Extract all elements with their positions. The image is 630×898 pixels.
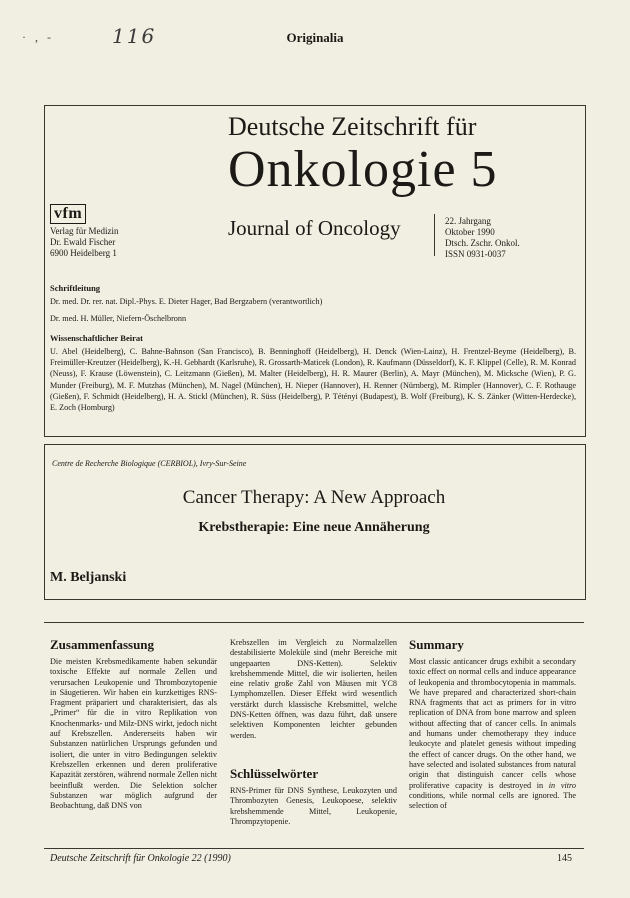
summary-text [409, 657, 576, 811]
handwritten-note: 116 [112, 24, 157, 48]
section-label: Originalia [286, 30, 344, 45]
summary-heading: Summary [409, 637, 464, 652]
article-subtitle: Krebstherapie: Eine neue Annäherung [198, 520, 430, 535]
journal-abbrev: Dtsch. Zschr. Onkol. [445, 238, 520, 248]
journal-title-line1: Deutsche Zeitschrift für [228, 112, 477, 141]
margin-smudge: · , - [22, 30, 54, 44]
journal-date: Oktober 1990 [445, 227, 495, 237]
zusammenfassung-text: Die meisten Krebsmedikamente haben sekundär toxische Effekte auf normale Zellen und verursachen Leukopenie und Thrombozytopenie in Säugetieren. Wir haben ein kurzkettiges RNS-Fragment präpariert und charakterisiert, das als „Primer“ für die in vitro Replikation von Knochenmarks- und Milz-DNS wirkt, jedoch nicht auf Krebszellen. Andererseits haben wir Substanzen natürlichen Ursprungs gefunden und isoliert, die unter in vitro Bedingungen selektiv Krebszellen erkennen und deren proliferative Kapazität zerstören, während normale Zellen nicht beeinflußt werden. Die Selektion solcher Substanzen war möglich aufgrund der Beobachtung, daß DNS von [50, 657, 217, 811]
publisher-logo: vfm [50, 204, 86, 224]
summary-text-part: Most classic anticancer drugs exhibit a secondary toxic effect on normal cells and induce appearance of leukopenia and thrombocytopenia in mammals. We have prepared and characterized short-chain RNA fragments that act as primers for in vitro replication of DNA from bone marrow and spleen without affecting that of cancer cells. In animals and humans under chemotherapy they induce leukocyte and platelet genesis without impeding the effect of cancer drugs. On the other hand, we have selected and isolated substances from natural origin that distinguish cancer cells whose proliferative capacity is destroyed in [409, 657, 576, 790]
editor-line: Dr. med. Dr. rer. nat. Dipl.-Phys. E. Dieter Hager, Bad Bergzabern (verantwortlich) [50, 297, 323, 306]
journal-issn: ISSN 0931-0037 [445, 249, 506, 259]
board-label: Wissenschaftlicher Beirat [50, 333, 143, 343]
journal-info [445, 216, 520, 260]
editors-label: Schriftleitung [50, 283, 101, 293]
footer-rule [44, 848, 584, 849]
section-divider [44, 622, 584, 623]
page-number: 145 [557, 853, 572, 864]
journal-english-title: Journal of Oncology [228, 216, 401, 240]
publisher-line: 6900 Heidelberg 1 [50, 248, 117, 258]
footer-journal: Deutsche Zeitschrift für Onkologie 22 (1990) [50, 853, 231, 864]
summary-text-part: conditions, while normal cells are ignored. The selection of [409, 790, 576, 811]
masthead-divider [434, 214, 435, 256]
zusammenfassung-heading: Zusammenfassung [50, 637, 155, 652]
keywords-text: RNS-Primer für DNS Synthese, Leukozyten und Thrombozyten Genesis, Leukopoese, selektiv krebshemmende Mittel, Leukopenie, Thrompzytopenie. [230, 786, 397, 826]
institution: Centre de Recherche Biologique (CERBIOL), Ivry-Sur-Seine [52, 459, 247, 468]
keywords-heading: Schlüsselwörter [230, 766, 319, 781]
board-members: U. Abel (Heidelberg), C. Bahne-Bahnson (San Francisco), B. Benninghoff (Heidelberg), H. Denck (Wien-Lainz), H. Frentzel-Beyme (Heidelberg), B. Freimüller-Kreutzer (Heidelberg), K.-H. Gebhardt (Karlsruhe), R. Grossarth-Maticek (London), R. Kaufmann (Düsseldorf), K. F. Klippel (Celle), R. M. Konrad (Neuss), F. Krause (Löwenstein), C. Leitzmann (Gießen), M. Malter (Heidelberg), H. R. Maurer (Berlin), A. Mayr (München), M. Micksche (Wien), P. G. Munder (Freiburg), M. F. Mutzhas (München), M. Nagel (München), H. Nieper (Hannover), H. Renner (Nürnberg), M. Rimpler (Hannover), C. F. Rothauge (Gießen), F. Schmidt (Heidelberg), H. A. Stickl (München), R. Süss (Heidelberg), P. Tétényi (Budapest), B. Wolf (Freiburg), K. S. Zänker (Witten-Herdecke), E. Zoch (Homburg) [50, 347, 576, 413]
editor-line: Dr. med. H. Müller, Niefern-Öschelbronn [50, 314, 187, 323]
journal-volume: 22. Jahrgang [445, 216, 491, 226]
zusammenfassung-continued: Krebszellen im Vergleich zu Normalzellen destabilisierte Moleküle sind (mehr Bereiche mit ungepaarten DNS-Ketten). Selektiv krebshemmende Mittel, die wir isolierten, heilen eine relativ große Zahl von Mäusen mit YC8 Lymphomzellen. Dieser Effekt wird wesentlich verstärkt durch klassische Krebsmittel, welche DNS-Ketten öffnen, was dazu führt, daß unsere selektiven Komponenten leichter gebunden werden. [230, 638, 397, 740]
journal-title-line2: Onkologie 5 [228, 141, 498, 198]
summary-italic: in vitro [548, 780, 576, 790]
article-title: Cancer Therapy: A New Approach [182, 487, 446, 508]
publisher-address [50, 226, 118, 259]
publisher-line: Verlag für Medizin [50, 226, 119, 236]
publisher-line: Dr. Ewald Fischer [50, 237, 116, 247]
article-author: M. Beljanski [50, 570, 127, 585]
